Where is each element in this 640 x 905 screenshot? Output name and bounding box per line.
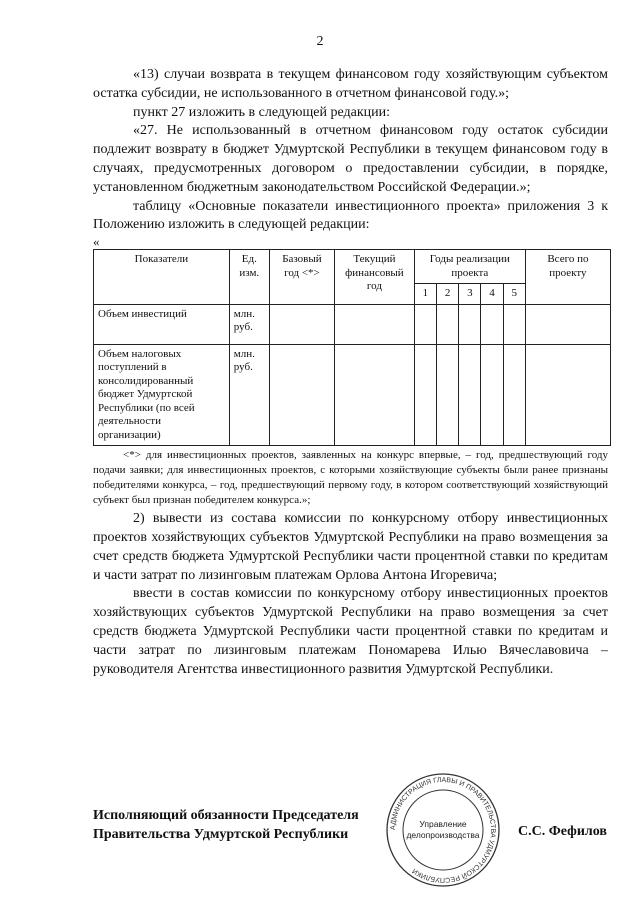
stamp-ring-text: АДМИНИСТРАЦИЯ ГЛАВЫ И ПРАВИТЕЛЬСТВА УДМУРТСКОЙ РЕСПУБЛИКИ [389, 776, 497, 884]
header-current-year: Текущий финансовый год [335, 250, 415, 305]
header-indicators: Показатели [94, 250, 230, 305]
row-cell [414, 344, 436, 446]
row-cell [335, 304, 415, 344]
row-cell [459, 304, 481, 344]
row-cell [414, 304, 436, 344]
page-number: 2 [316, 34, 324, 49]
paragraph-point-27-intro: пункт 27 изложить в следующей редакции: [133, 104, 390, 120]
row-unit: млн. руб. [229, 344, 269, 446]
header-year-3: 3 [459, 284, 481, 305]
stamp-inner-line-1: Управление [419, 819, 467, 829]
header-total: Всего по проекту [525, 250, 610, 305]
paragraph-remove-member: 2) вывести из состава комиссии по конкурсному отбору инвестиционных проектов хозяйствующих субъектов Удмуртской Республики на право возмещения за счет средств бюджета Удмуртской Республики части процентной ставки по кредитам и части затрат по лизинговым платежам Орлова Антона Игоревича; [93, 511, 608, 583]
paragraph-table-intro: таблицу «Основные показатели инвестиционного проекта» приложения 3 к Положению изложить в следующей редакции: [93, 198, 608, 233]
signature-position-line-2: Правительства Удмуртской Республики [93, 827, 349, 842]
row-unit: млн. руб. [229, 304, 269, 344]
row-cell [459, 344, 481, 446]
row-cell [481, 344, 503, 446]
row-name: Объем инвестиций [94, 304, 230, 344]
stamp-inner-line-2: делопроизводства [406, 830, 480, 840]
signature-name: С.С. Фефилов [518, 824, 607, 839]
header-years: Годы реализации проекта [414, 250, 525, 284]
header-year-2: 2 [437, 284, 459, 305]
quote-open: « [93, 234, 100, 250]
row-cell [269, 344, 334, 446]
document-body [93, 66, 608, 679]
header-year-4: 4 [481, 284, 503, 305]
paragraph-add-member: ввести в состав комиссии по конкурсному отбору инвестиционных проектов хозяйствующих субъектов Удмуртской Республики на право возмещения за счет средств бюджета Удмуртской Республики части процентной ставки по кредитам и части затрат по лизинговым платежам Пономарева Илью Вячеславовича – руководителя Агентства инвестиционного развития Удмуртской Республики. [93, 586, 608, 677]
row-cell [525, 304, 610, 344]
table-footnote: <*> для инвестиционных проектов, заявленных на конкурс впервые, – год, предшествующий году подачи заявки; для инвестиционных проектов, с которыми хозяйствующие субъекты были ранее признаны победителями конкурса, – год, предшествующий первому году, в котором соответствующий хозяйствующий субъект был признан победителем конкурса.»; [93, 449, 608, 507]
row-cell [503, 304, 525, 344]
indicators-table [93, 249, 611, 446]
header-base-year: Базовый год <*> [269, 250, 334, 305]
row-cell [437, 344, 459, 446]
table-row [94, 304, 611, 344]
header-year-5: 5 [503, 284, 525, 305]
paragraph-13: «13) случаи возврата в текущем финансовом году хозяйствующим субъектом остатка субсидии, не использованного в отчетном финансовой году.»; [93, 67, 608, 101]
table-header-row [94, 250, 611, 284]
row-cell [481, 304, 503, 344]
table-row [94, 344, 611, 446]
row-cell [437, 304, 459, 344]
row-cell [503, 344, 525, 446]
paragraph-27: «27. Не использованный в отчетном финансовом году остаток субсидии подлежит возврату в бюджет Удмуртской Республики в текущем финансовом году в случаях, предусмотренных договором о предоставлении субсидии, в порядке, установленном бюджетным законодательством Российской Федерации.»; [93, 123, 608, 195]
signature-position-line-1: Исполняющий обязанности Председателя [93, 808, 359, 823]
row-cell [525, 344, 610, 446]
header-year-1: 1 [414, 284, 436, 305]
row-cell [335, 344, 415, 446]
row-name: Объем налоговых поступлений в консолидированный бюджет Удмуртской Республики (по всей деятельности организации) [94, 344, 230, 446]
header-unit: Ед. изм. [229, 250, 269, 305]
row-cell [269, 304, 334, 344]
